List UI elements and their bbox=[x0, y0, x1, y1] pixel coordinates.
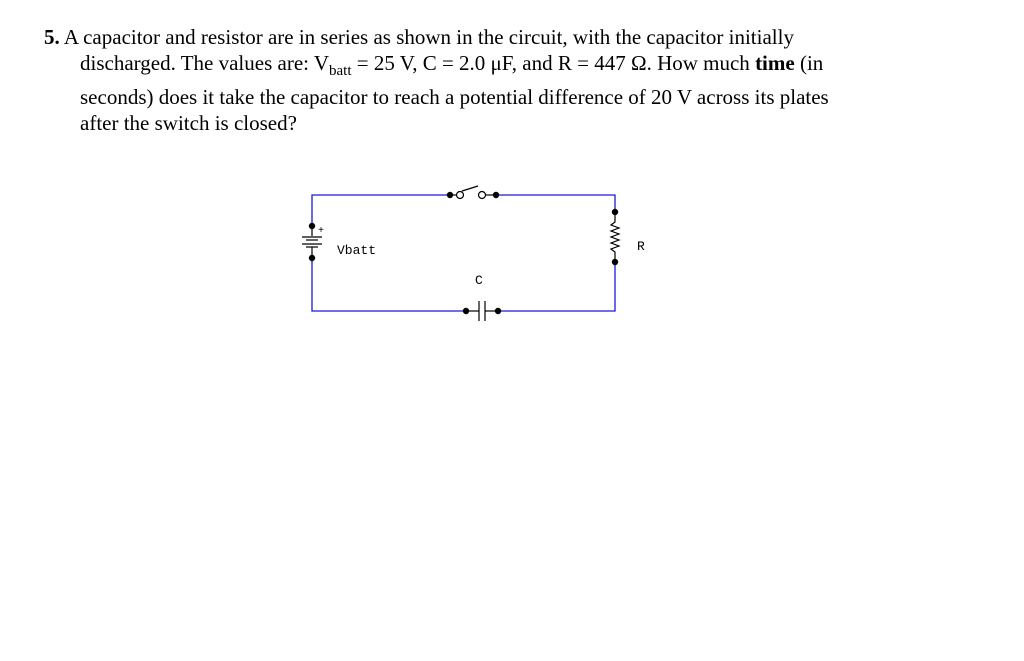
question-line-4: after the switch is closed? bbox=[80, 111, 297, 136]
vbatt-subscript: batt bbox=[329, 63, 352, 80]
values-mid: = 25 V, C = 2.0 μF, and R = 447 Ω. How much bbox=[351, 51, 756, 75]
capacitor-symbol bbox=[463, 301, 500, 321]
wire-bottom-left bbox=[312, 258, 466, 311]
battery-plus-label: + bbox=[318, 226, 325, 237]
resistor-label: R bbox=[637, 239, 645, 254]
capacitor-label: C bbox=[475, 273, 483, 288]
resistor-symbol bbox=[611, 209, 619, 264]
question-number: 5. bbox=[44, 25, 60, 49]
wire-right-lower bbox=[498, 262, 615, 311]
values-lead: discharged. The values are: V bbox=[80, 51, 330, 75]
wire-top-left bbox=[312, 195, 450, 226]
battery-label: Vbatt bbox=[337, 243, 377, 258]
switch-symbol bbox=[447, 186, 498, 199]
question-intro: A capacitor and resistor are in series as shown in the circuit, with the capacitor initially bbox=[63, 25, 794, 49]
bold-time: time bbox=[755, 51, 795, 75]
values-tail: (in bbox=[794, 51, 824, 75]
wire-top-right bbox=[496, 195, 615, 212]
question-line-3: seconds) does it take the capacitor to reach a potential difference of 20 V across its plates bbox=[80, 85, 829, 110]
